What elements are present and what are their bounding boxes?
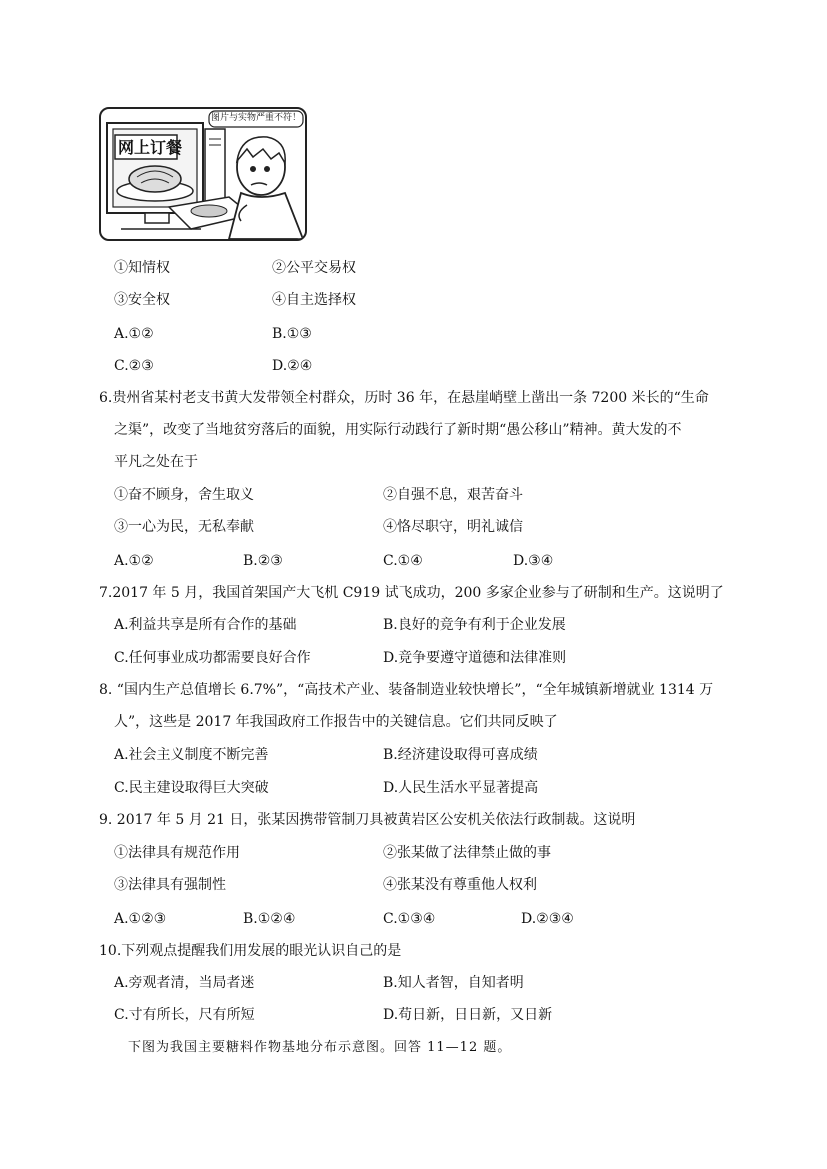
q9-stem-line-1: 9. 2017 年 5 月 21 日，张某因携带管制刀具被黄岩区公安机关依法行政制裁。这说明 <box>99 812 636 828</box>
q9-option-3: ③法律具有强制性 <box>114 877 226 893</box>
q5-option-1: ①知情权 <box>114 260 170 276</box>
q7-choice-c: C.任何事业成功都需要良好合作 <box>114 650 311 666</box>
q6-stem-line-2: 之渠”，改变了当地贫穷落后的面貌，用实际行动践行了新时期“愚公移山”精神。黄大发的不 <box>114 422 682 438</box>
q7-choice-b: B.良好的竞争有利于企业发展 <box>383 617 566 633</box>
q9-choice-d: D.②③④ <box>521 911 574 927</box>
q8-choice-a: A.社会主义制度不断完善 <box>114 747 269 763</box>
q6-choice-b: B.②③ <box>243 553 283 569</box>
cartoon-illustration <box>99 107 307 241</box>
q5-option-2: ②公平交易权 <box>272 260 356 276</box>
q7-choice-d: D.竞争要遵守道德和法律准则 <box>383 650 567 666</box>
q8-stem-line-2: 人”，这些是 2017 年我国政府工作报告中的关键信息。它们共同反映了 <box>114 714 558 730</box>
q7-choice-a: A.利益共享是所有合作的基础 <box>114 617 297 633</box>
q5-option-4: ④自主选择权 <box>272 292 356 308</box>
q7-stem-line-1: 7.2017 年 5 月，我国首架国产大飞机 C919 试飞成功，200 多家企业参与了研制和生产。这说明了 <box>99 585 724 601</box>
q6-option-3: ③一心为民，无私奉献 <box>114 519 254 535</box>
q5-option-3: ③安全权 <box>114 292 170 308</box>
q9-choice-a: A.①②③ <box>114 911 167 927</box>
q10-choice-b: B.知人者智，自知者明 <box>383 975 524 991</box>
q9-option-2: ②张某做了法律禁止做的事 <box>383 845 551 861</box>
q5-choice-d: D.②④ <box>272 358 313 374</box>
q6-choice-c: C.①④ <box>383 553 423 569</box>
q5-choice-b: B.①③ <box>272 326 312 342</box>
q10-choice-c: C.寸有所长，尺有所短 <box>114 1007 255 1023</box>
cartoon-speech-bubble: 图片与实物严重不符！ <box>211 113 302 123</box>
q8-choice-c: C.民主建设取得巨大突破 <box>114 780 269 796</box>
q6-stem-line-3: 平凡之处在于 <box>114 454 198 470</box>
q8-choice-b: B.经济建设取得可喜成绩 <box>383 747 538 763</box>
q8-stem-line-1: 8. “国内生产总值增长 6.7%”，“高技术产业、装备制造业较快增长”，“全年城镇新增就业 1314 万 <box>99 682 714 698</box>
q6-option-4: ④恪尽职守，明礼诚信 <box>383 519 523 535</box>
q10-choice-a: A.旁观者清，当局者迷 <box>114 975 255 991</box>
q8-choice-d: D.人民生活水平显著提高 <box>383 780 539 796</box>
q6-choice-a: A.①② <box>114 553 154 569</box>
q6-choice-d: D.③④ <box>513 553 554 569</box>
q6-option-2: ②自强不息，艰苦奋斗 <box>383 487 523 503</box>
q9-option-1: ①法律具有规范作用 <box>114 845 240 861</box>
cartoon-screen-sign: 网上订餐 <box>118 138 183 157</box>
q5-choice-c: C.②③ <box>114 358 154 374</box>
q6-stem-line-1: 6.贵州省某村老支书黄大发带领全村群众，历时 36 年，在悬崖峭壁上凿出一条 7200 米长的“生命 <box>99 390 709 406</box>
q11-12-intro: 下图为我国主要糖料作物基地分布示意图。回答 11—12 题。 <box>128 1040 512 1055</box>
q9-option-4: ④张某没有尊重他人权利 <box>383 877 537 893</box>
q9-choice-c: C.①③④ <box>383 911 436 927</box>
q5-choice-a: A.①② <box>114 326 154 342</box>
q10-choice-d: D.苟日新，日日新，又日新 <box>383 1007 553 1023</box>
q9-choice-b: B.①②④ <box>243 911 296 927</box>
q10-stem-line-1: 10.下列观点提醒我们用发展的眼光认识自己的是 <box>99 943 402 959</box>
q6-option-1: ①奋不顾身，舍生取义 <box>114 487 254 503</box>
